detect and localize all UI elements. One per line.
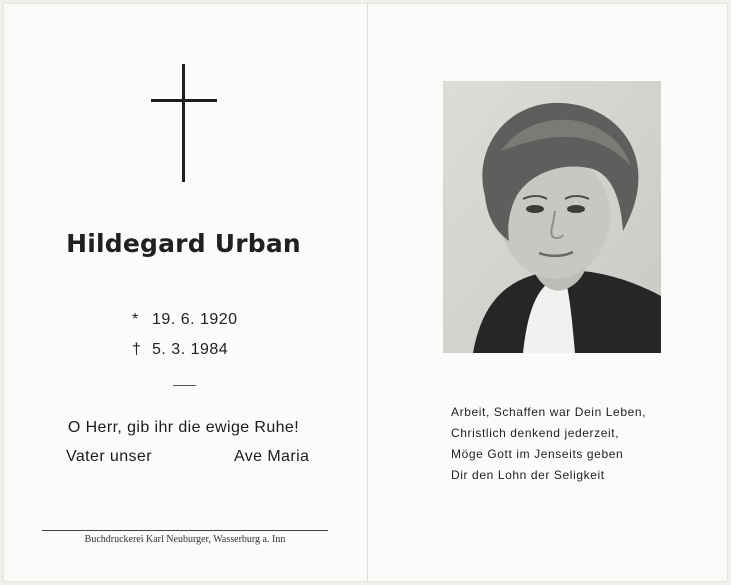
- death-date: 5. 3. 1984: [152, 341, 229, 358]
- poem-line: Christlich denkend jederzeit,: [451, 426, 620, 440]
- cross-icon: [151, 64, 217, 182]
- fold-line: [367, 4, 368, 581]
- birth-symbol: *: [132, 311, 139, 328]
- death-date-row: [132, 341, 228, 359]
- separator-rule: [173, 385, 196, 386]
- birth-date: 19. 6. 1920: [152, 311, 238, 328]
- birth-date-row: [132, 311, 238, 329]
- printer-rule: [42, 530, 328, 531]
- death-symbol: †: [132, 341, 142, 358]
- poem-line: Arbeit, Schaffen war Dein Leben,: [451, 405, 647, 419]
- printer-imprint: Buchdruckerei Karl Neuburger, Wasserburg a. Inn: [84, 534, 286, 545]
- poem-line: Dir den Lohn der Seligkeit: [451, 468, 605, 482]
- prayer-ave-maria: Ave Maria: [234, 448, 310, 465]
- poem-line: Möge Gott im Jenseits geben: [451, 447, 624, 461]
- portrait-photo: [443, 81, 661, 353]
- deceased-name: Hildegard Urban: [66, 229, 301, 258]
- prayer-vater-unser: Vater unser: [66, 448, 152, 465]
- prayer-line: O Herr, gib ihr die ewige Ruhe!: [67, 419, 300, 436]
- poem-verse: [451, 402, 646, 486]
